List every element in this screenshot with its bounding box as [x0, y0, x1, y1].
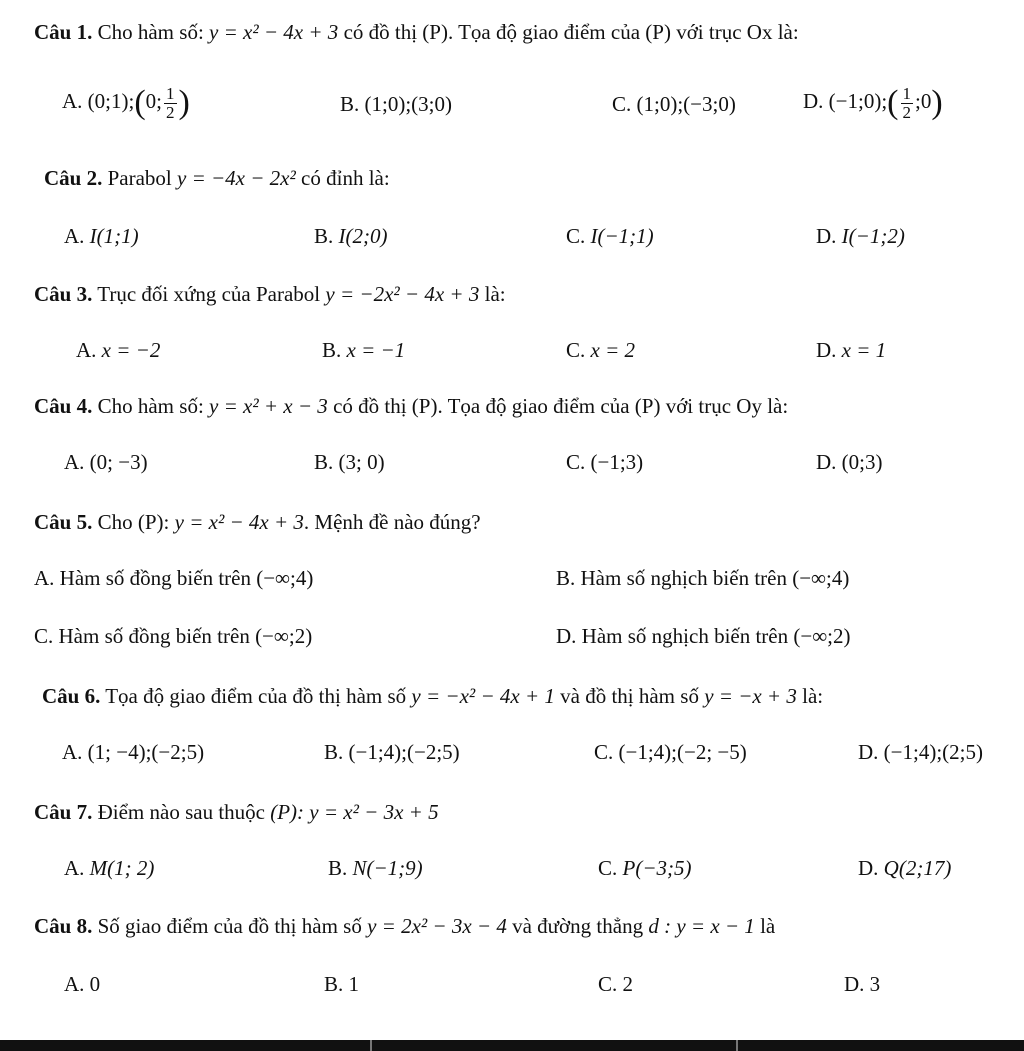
question-6-post: là: — [802, 684, 824, 708]
option-math: (−∞;4) — [792, 566, 850, 590]
option-letter: B. — [340, 92, 360, 116]
question-2-post: có đỉnh là: — [301, 166, 390, 190]
question-6-formula: y = −x² − 4x + 1 — [411, 684, 555, 708]
option-letter: B. — [322, 338, 342, 362]
option-letter: A. — [34, 566, 55, 590]
option-text: x = −2 — [101, 338, 161, 362]
question-6-option-c[interactable] — [594, 740, 747, 765]
question-6-formula-2: y = −x + 3 — [704, 684, 797, 708]
option-letter: C. — [594, 740, 614, 764]
question-2-formula: y = −4x − 2x² — [177, 166, 296, 190]
option-text: x = 1 — [841, 338, 887, 362]
option-text: (1;0);(−3;0) — [636, 92, 736, 116]
option-letter: D. — [803, 88, 824, 113]
question-4-option-d[interactable] — [816, 450, 883, 475]
option-letter: C. — [598, 972, 618, 996]
option-letter: A. — [64, 450, 85, 474]
option-letter: D. — [816, 450, 837, 474]
option-text: 1 — [348, 972, 360, 996]
question-8-formula: y = 2x² − 3x − 4 — [367, 914, 507, 938]
question-7-option-a[interactable] — [64, 856, 154, 881]
option-text: (3; 0) — [338, 450, 385, 474]
question-7-label: Câu 7. — [34, 800, 93, 824]
option-text: x = −1 — [346, 338, 406, 362]
option-text: (−1;4);(−2;5) — [348, 740, 460, 764]
question-3-option-d[interactable] — [816, 338, 886, 363]
option-letter: D. — [844, 972, 865, 996]
question-3-post: là: — [484, 282, 506, 306]
option-a-part1: (0;1); — [87, 88, 135, 113]
question-5-post: . Mệnh đề nào đúng? — [303, 510, 481, 534]
fraction: $\frac{1}{2}$ — [902, 83, 911, 122]
question-5-option-a[interactable] — [34, 566, 313, 591]
question-3-formula: y = −2x² − 4x + 3 — [325, 282, 480, 306]
question-4-option-b[interactable] — [314, 450, 385, 475]
option-letter: B. — [324, 972, 344, 996]
option-letter: D. — [556, 624, 577, 648]
question-5-option-d[interactable] — [556, 624, 851, 649]
option-text: Hàm số nghịch biến trên — [581, 624, 789, 648]
question-8-pre: Số giao điểm của đồ thị hàm số — [97, 914, 362, 938]
option-text: P(−3;5) — [622, 856, 692, 880]
question-5-formula: y = x² − 4x + 3 — [174, 510, 304, 534]
question-4-option-c[interactable] — [566, 450, 643, 475]
option-letter: A. — [64, 972, 85, 996]
question-2-pre: Parabol — [107, 166, 172, 190]
question-1-option-c[interactable] — [612, 92, 736, 117]
question-4-pre: Cho hàm số: — [97, 394, 204, 418]
option-text: Hàm số nghịch biến trên — [580, 566, 787, 590]
option-d-part1: (−1;0); — [828, 88, 888, 113]
bottom-edge-bar — [0, 1040, 1024, 1051]
option-letter: B. — [314, 450, 334, 474]
question-5-stem — [34, 510, 481, 535]
question-2-label: Câu 2. — [44, 166, 103, 190]
question-8-option-b[interactable] — [324, 972, 359, 997]
question-7-formula: (P): y = x² − 3x + 5 — [270, 800, 439, 824]
question-1-option-b[interactable] — [340, 92, 452, 117]
question-3-pre: Trục đối xứng của Parabol — [97, 282, 321, 306]
option-text: (1; −4);(−2;5) — [87, 740, 205, 764]
question-7-option-b[interactable] — [328, 856, 423, 881]
question-4-option-a[interactable] — [64, 450, 148, 475]
question-3-label: Câu 3. — [34, 282, 93, 306]
question-6-label: Câu 6. — [42, 684, 101, 708]
question-2-option-c[interactable] — [566, 224, 654, 249]
question-1-option-a[interactable]: A. (0;1);(0; $\frac{1}{2}$ ) — [62, 83, 190, 122]
question-2-stem — [44, 166, 390, 191]
option-text: I(−1;1) — [590, 224, 654, 248]
option-text: I(−1;2) — [841, 224, 905, 248]
question-4-post: có đồ thị (P). Tọa độ giao điểm của (P) với trục Oy là: — [333, 394, 789, 418]
question-5-pre: Cho (P): — [97, 510, 170, 534]
option-letter: B. — [314, 224, 334, 248]
question-3-option-b[interactable] — [322, 338, 405, 363]
option-text: 2 — [622, 972, 634, 996]
option-letter: D. — [858, 856, 879, 880]
question-8-option-c[interactable] — [598, 972, 633, 997]
question-3-stem — [34, 282, 506, 307]
question-7-option-d[interactable] — [858, 856, 951, 881]
question-6-stem — [42, 684, 823, 709]
option-letter: C. — [34, 624, 54, 648]
fraction: $\frac{1}{2}$ — [166, 83, 175, 122]
option-text: I(2;0) — [338, 224, 388, 248]
option-text: N(−1;9) — [352, 856, 423, 880]
question-7-stem — [34, 800, 439, 825]
option-letter: B. — [328, 856, 348, 880]
question-1-option-d[interactable]: D. (−1;0);( $\frac{1}{2}$ ;0) — [803, 83, 943, 122]
question-2-option-a[interactable] — [64, 224, 139, 249]
option-text: Q(2;17) — [883, 856, 952, 880]
question-7-option-c[interactable] — [598, 856, 692, 881]
option-letter: D. — [816, 224, 837, 248]
question-4-label: Câu 4. — [34, 394, 93, 418]
option-letter: B. — [556, 566, 576, 590]
option-math: (−∞;2) — [255, 624, 313, 648]
question-6-option-d[interactable] — [858, 740, 983, 765]
question-6-mid: và đồ thị hàm số — [560, 684, 699, 708]
option-text: (0;3) — [841, 450, 883, 474]
option-d-part3: ;0 — [915, 88, 932, 113]
option-text: (−1;4);(−2; −5) — [618, 740, 747, 764]
question-1-label: Câu 1. — [34, 20, 93, 44]
question-1-stem — [34, 20, 799, 45]
question-1-post: có đồ thị (P). Tọa độ giao điểm của (P) với trục Ox là: — [343, 20, 799, 44]
option-letter: A. — [62, 740, 83, 764]
question-8-option-d[interactable] — [844, 972, 880, 997]
option-letter: A. — [64, 224, 85, 248]
option-text: (−1;3) — [590, 450, 644, 474]
question-5-label: Câu 5. — [34, 510, 93, 534]
option-text: M(1; 2) — [89, 856, 155, 880]
option-letter: C. — [612, 92, 632, 116]
divider — [370, 1040, 372, 1051]
question-6-option-a[interactable] — [62, 740, 204, 765]
option-letter: B. — [324, 740, 344, 764]
option-letter: C. — [598, 856, 618, 880]
question-5-option-b[interactable] — [556, 566, 849, 591]
question-8-stem — [34, 914, 775, 939]
question-5-option-c[interactable] — [34, 624, 312, 649]
option-math: (−∞;2) — [793, 624, 851, 648]
question-8-post: là — [760, 914, 776, 938]
question-4-stem — [34, 394, 788, 419]
option-text: Hàm số đồng biến trên — [58, 624, 250, 648]
question-3-option-a[interactable] — [76, 338, 160, 363]
option-a-part2: 0; — [145, 88, 162, 113]
option-text: 0 — [89, 972, 101, 996]
question-8-option-a[interactable] — [64, 972, 100, 997]
question-3-option-c[interactable] — [566, 338, 635, 363]
option-letter: D. — [816, 338, 837, 362]
option-text: 3 — [869, 972, 881, 996]
option-letter: A. — [64, 856, 85, 880]
option-text: (−1;4);(2;5) — [883, 740, 983, 764]
option-text: x = 2 — [590, 338, 636, 362]
option-letter: A. — [62, 88, 83, 113]
option-text: I(1;1) — [89, 224, 139, 248]
question-2-option-b[interactable] — [314, 224, 388, 249]
question-8-label: Câu 8. — [34, 914, 93, 938]
option-letter: D. — [858, 740, 879, 764]
divider — [736, 1040, 738, 1051]
option-letter: C. — [566, 450, 586, 474]
question-4-formula: y = x² + x − 3 — [209, 394, 328, 418]
option-text: (0; −3) — [89, 450, 148, 474]
question-1-formula: y = x² − 4x + 3 — [209, 20, 339, 44]
question-6-option-b[interactable] — [324, 740, 460, 765]
option-letter: C. — [566, 338, 586, 362]
option-math: (−∞;4) — [256, 566, 314, 590]
option-letter: A. — [76, 338, 97, 362]
option-letter: C. — [566, 224, 586, 248]
question-2-option-d[interactable] — [816, 224, 905, 249]
question-7-pre: Điểm nào sau thuộc — [97, 800, 265, 824]
question-8-mid: và đường thẳng — [512, 914, 644, 938]
question-1-pre: Cho hàm số: — [97, 20, 204, 44]
option-text: (1;0);(3;0) — [364, 92, 452, 116]
question-6-pre: Tọa độ giao điểm của đồ thị hàm số — [105, 684, 407, 708]
option-text: Hàm số đồng biến trên — [59, 566, 251, 590]
question-8-formula-2: d : y = x − 1 — [648, 914, 755, 938]
